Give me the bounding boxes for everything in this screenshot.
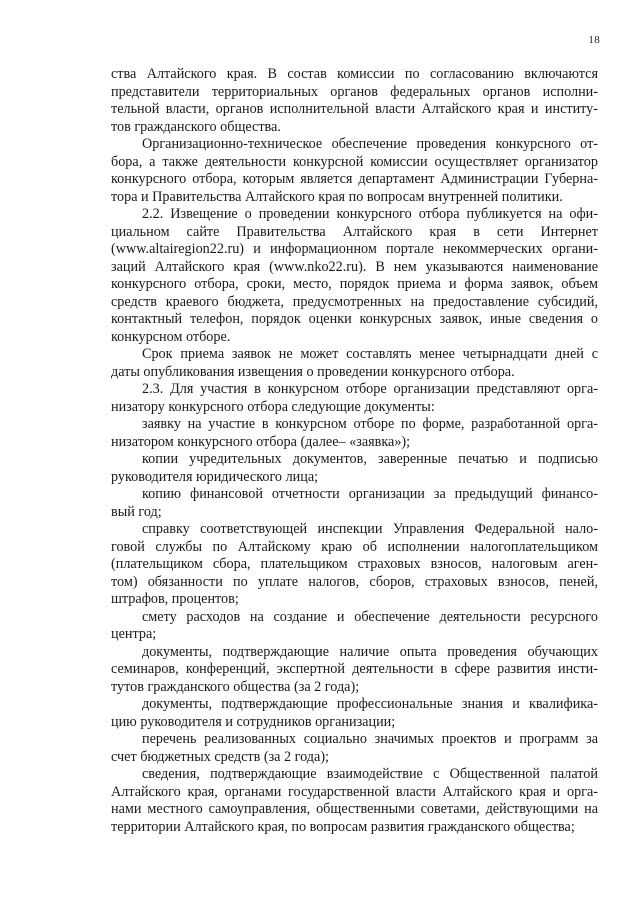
text-line: центра; <box>111 626 157 642</box>
text-line: справку соответствующей инспекции Управления Федеральной нало- <box>142 521 598 537</box>
text-line: даты опубликования извещения о проведении конкурсного отбора. <box>111 363 515 380</box>
text-line: счет бюджетных средств (за 2 года); <box>111 748 329 765</box>
text-line: Срок приема заявок не может составлять менее четырнадцати дней с <box>142 346 598 362</box>
text-line: тора и Правительства Алтайского края по вопросам внутренней политики. <box>111 188 563 205</box>
text-line: Организационно-техническое обеспечение проведения конкурсного от- <box>142 136 598 152</box>
text-line: том) обязанности по уплате налогов, сборов, страховых взносов, пеней, <box>111 573 598 590</box>
text-line: тутов гражданского общества (за 2 года); <box>111 678 360 695</box>
text-line: конкурсного отбора, которым является департамент Администрации Губерна- <box>111 171 598 187</box>
text-line: копию финансовой отчетности организации за предыдущий финансо- <box>142 486 598 502</box>
text-line: бора, а также деятельности конкурсной комиссии осуществляет организатор <box>111 153 598 170</box>
text-line: средств краевого бюджета, предусмотренных на предоставление субсидий, <box>111 293 598 310</box>
text-line: контактный телефон, порядок оценки конкурсных заявок, иные сведения о <box>111 311 598 327</box>
text-line: 2.3. Для участия в конкурсном отборе организации представляют орга- <box>142 381 598 397</box>
text-line: низатору конкурсного отбора следующие документы: <box>111 398 435 415</box>
text-line: тельной власти, органов исполнительной власти Алтайского края и институ- <box>111 101 598 117</box>
page-number: 18 <box>588 34 600 46</box>
document-body <box>111 66 598 836</box>
text-line: сведения, подтверждающие взаимодействие с Общественной палатой <box>142 766 598 782</box>
text-line: перечень реализованных социально значимых проектов и программ за <box>142 731 598 747</box>
text-line: смету расходов на создание и обеспечение деятельности ресурсного <box>142 608 598 625</box>
text-line: конкурсного отбора, сроки, место, порядок приема и форма заявок, объем <box>111 276 598 292</box>
text-line: (www.altairegion22.ru) и информационном портале некоммерческих органи- <box>111 241 598 257</box>
text-line: заций Алтайского края (www.nko22.ru). В нем указываются наименование <box>111 258 598 275</box>
text-line: говой службы по Алтайскому краю об исполнении налогоплательщиком <box>111 538 598 555</box>
text-line: конкурсном отборе. <box>111 328 231 345</box>
text-line: штрафов, процентов; <box>111 591 239 607</box>
text-line: циальном сайте Правительства Алтайского края в сети Интернет <box>111 223 598 240</box>
text-line: тов гражданского общества. <box>111 118 281 135</box>
text-line: нами местного самоуправления, общественными советами, действующими на <box>111 801 598 817</box>
text-line: вый год; <box>111 503 162 520</box>
text-line: Алтайского края, органами государственной власти Алтайского края и орга- <box>111 783 598 800</box>
text-line: заявку на участие в конкурсном отборе по форме, разработанной орга- <box>142 416 598 432</box>
text-line: представители территориальных органов федеральных органов исполни- <box>111 83 598 100</box>
text-line: территории Алтайского края, по вопросам развития гражданского общества; <box>111 818 575 835</box>
text-line: 2.2. Извещение о проведении конкурсного отбора публикуется на офи- <box>142 206 598 222</box>
text-line: документы, подтверждающие профессиональные знания и квалифика- <box>142 696 598 712</box>
text-line: копии учредительных документов, заверенные печатью и подписью <box>142 451 598 467</box>
text-line: цию руководителя и сотрудников организации; <box>111 713 396 730</box>
text-line: документы, подтверждающие наличие опыта проведения обучающих <box>142 643 598 660</box>
text-line: низатором конкурсного отбора (далее– «заявка»); <box>111 433 411 450</box>
text-line: ства Алтайского края. В состав комиссии по согласованию включаются <box>111 66 598 82</box>
text-line: руководителя юридического лица; <box>111 468 319 485</box>
text-line: (плательщиком сбора, плательщиком страховых взносов, налоговым аген- <box>111 556 598 572</box>
text-line: семинаров, конференций, экспертной деятельности в сфере развития инсти- <box>111 661 598 677</box>
